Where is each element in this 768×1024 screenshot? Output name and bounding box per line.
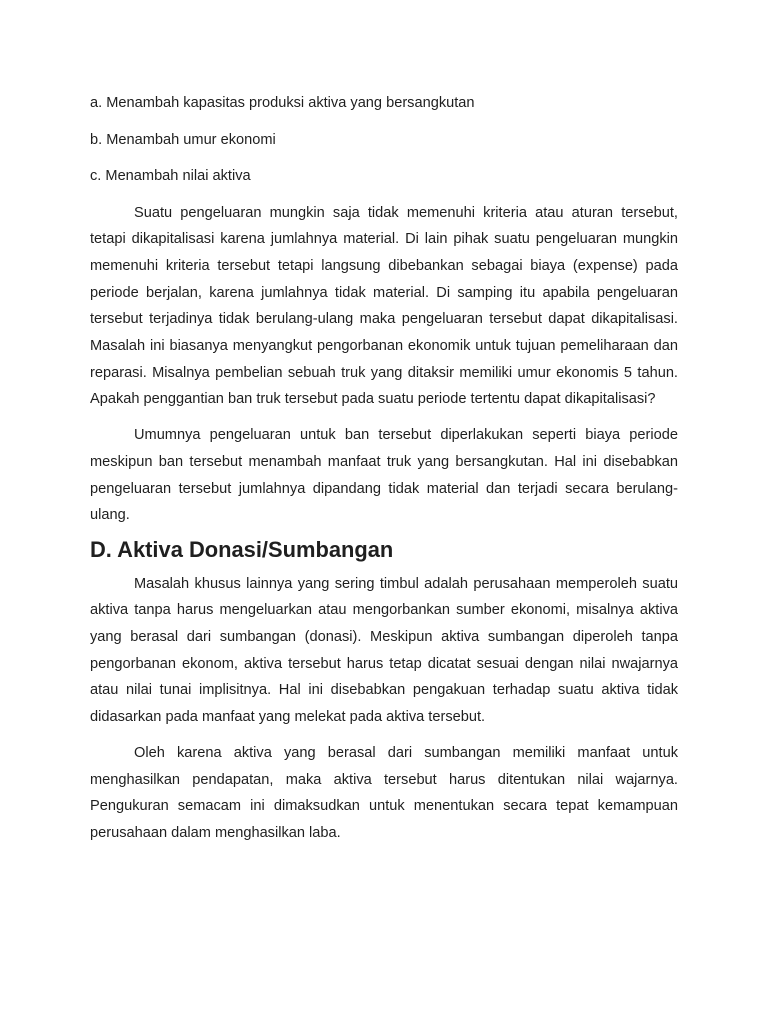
list-item-a: a. Menambah kapasitas produksi aktiva yang bersangkutan — [90, 95, 475, 111]
list-item-c: c. Menambah nilai aktiva — [90, 168, 251, 184]
paragraph-capitalization-criteria: Suatu pengeluaran mungkin saja tidak memenuhi kriteria atau aturan tersebut, tetapi dikapitalisasi karena jumlahnya material. Di lain pihak suatu pengeluaran mungkin memenuhi kriteria tersebut tetapi langsung dibebankan sebagai biaya (expense) pada periode berjalan, karena jumlahnya tidak material. Di samping itu apabila pengeluaran tersebut terjadinya tidak berulang-ulang maka pengeluaran tersebut dapat dikapitalisasi. Masalah ini biasanya menyangkut pengorbanan ekonomik untuk tujuan pemeliharaan dan reparasi. Misalnya pembelian sebuah truk yang ditaksir memiliki umur ekonomis 5 tahun. Apakah penggantian ban truk tersebut pada suatu periode tertentu dapat dikapitalisasi? — [90, 204, 678, 408]
list-item-b: b. Menambah umur ekonomi — [90, 131, 276, 148]
paragraph-tire-expense: Umumnya pengeluaran untuk ban tersebut diperlakukan seperti biaya periode meskipun ban tersebut menambah manfaat truk yang bersangkutan. Hal ini disebabkan pengeluaran tersebut jumlahnya dipandang tidak material dan terjadi secara berulang-ulang. — [90, 427, 678, 524]
section-heading: D. Aktiva Donasi/Sumbangan — [90, 536, 394, 562]
paragraph-donated-assets: Masalah khusus lainnya yang sering timbul adalah perusahaan memperoleh suatu aktiva tanpa harus mengeluarkan atau mengorbankan sumber ekonomi, misalnya aktiva yang berasal dari sumbangan (donasi). Meskipun aktiva sumbangan diperoleh tanpa pengorbanan ekonom, aktiva tersebut harus tetap dicatat sesuai dengan nilai nwajarnya atau nilai tunai implisitnya. Hal ini disebabkan pengakuan terhadap suatu aktiva tidak didasarkan pada manfaat yang melekat pada aktiva tersebut. — [90, 575, 678, 726]
paragraph-fair-value: Oleh karena aktiva yang berasal dari sumbangan memiliki manfaat untuk menghasilkan pendapatan, maka aktiva tersebut harus ditentukan nilai wajarnya. Pengukuran semacam ini dimaksudkan untuk menentukan secara tepat kemampuan perusahaan dalam menghasilkan laba. — [90, 744, 678, 841]
document-body — [90, 93, 678, 847]
